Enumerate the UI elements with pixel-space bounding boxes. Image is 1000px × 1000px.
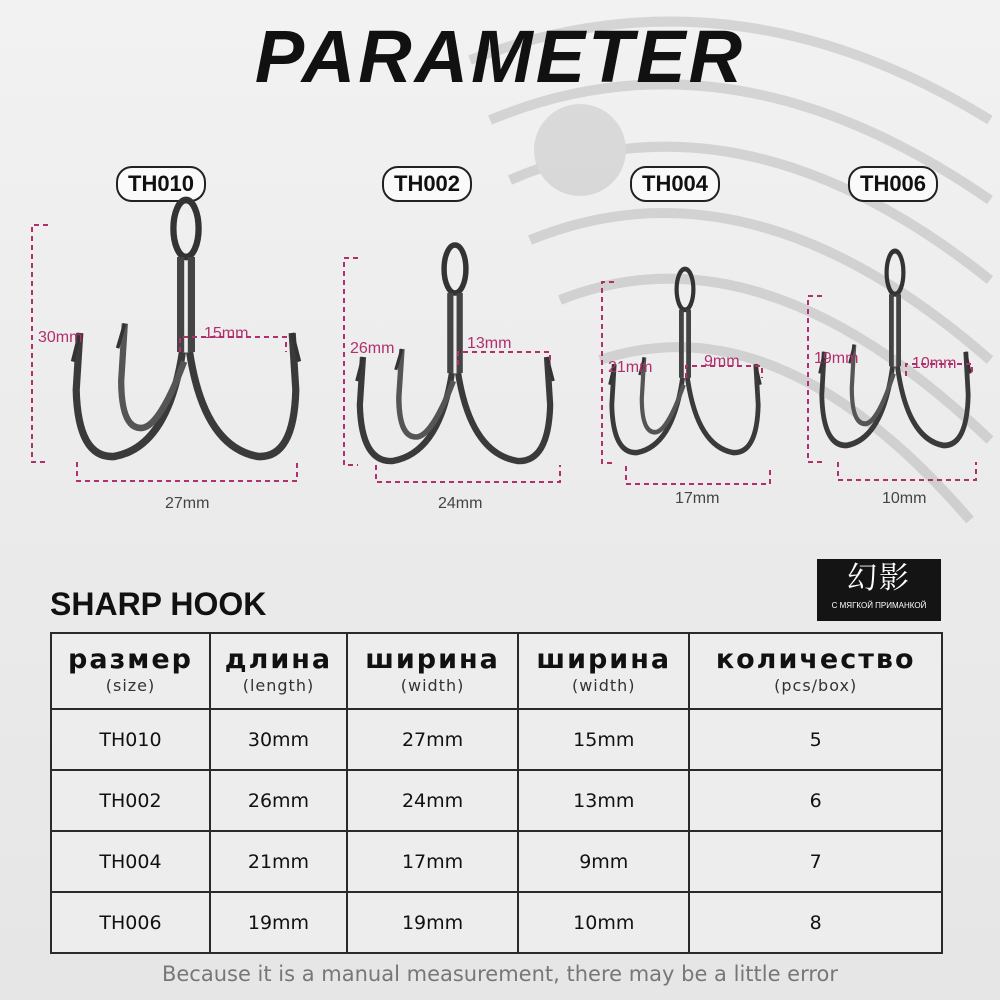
dim-width-th010: 27mm xyxy=(165,495,210,512)
dim-length-th004: 21mm xyxy=(608,359,653,376)
dim-width-th004: 17mm xyxy=(675,490,720,507)
table-cell: 21mm xyxy=(210,831,347,892)
hook-th006 xyxy=(808,251,976,507)
measurement-footnote: Because it is a manual measurement, there may be a little error xyxy=(161,962,839,986)
table-cell: 9mm xyxy=(518,831,689,892)
table-header-width-2 xyxy=(518,633,689,709)
dim-length-th006: 19mm xyxy=(814,350,859,367)
model-label-th004: TH004 xyxy=(630,166,720,202)
table-header-width xyxy=(347,633,518,709)
table-cell: 30mm xyxy=(210,709,347,770)
model-label-th006: TH006 xyxy=(848,166,938,202)
table-cell: 27mm xyxy=(347,709,518,770)
table-cell: TH010 xyxy=(51,709,210,770)
header-main: количество xyxy=(715,644,916,675)
table-row xyxy=(51,892,942,953)
header-sub: (length) xyxy=(242,676,315,695)
hook-th004 xyxy=(602,269,770,507)
spec-table xyxy=(50,632,943,954)
header-sub: (size) xyxy=(105,676,156,695)
table-header-row xyxy=(51,633,942,709)
dim-width-th006: 10mm xyxy=(882,490,927,507)
dim-width-th002: 24mm xyxy=(438,495,483,512)
table-cell: TH006 xyxy=(51,892,210,953)
table-header-length xyxy=(210,633,347,709)
table-cell: 6 xyxy=(689,770,942,831)
header-sub: (width) xyxy=(400,676,465,695)
dim-length-th002: 26mm xyxy=(350,340,395,357)
table-cell: TH002 xyxy=(51,770,210,831)
hook-th002 xyxy=(344,245,560,512)
table-cell: 19mm xyxy=(210,892,347,953)
table-header-quantity xyxy=(689,633,942,709)
header-sub: (pcs/box) xyxy=(774,676,858,695)
header-main: длина xyxy=(224,644,333,675)
brand-logo xyxy=(817,559,941,621)
table-cell: 24mm xyxy=(347,770,518,831)
dim-gap-th006: 10mm xyxy=(912,355,957,372)
table-cell: 19mm xyxy=(347,892,518,953)
table-row xyxy=(51,831,942,892)
table-row xyxy=(51,709,942,770)
table-cell: 8 xyxy=(689,892,942,953)
table-cell: 5 xyxy=(689,709,942,770)
header-main: ширина xyxy=(536,644,672,675)
table-cell: 7 xyxy=(689,831,942,892)
table-cell: 15mm xyxy=(518,709,689,770)
table-cell: 17mm xyxy=(347,831,518,892)
header-sub: (width) xyxy=(571,676,636,695)
hook-th010 xyxy=(32,200,299,512)
brand-tagline: С МЯГКОЙ ПРИМАНКОЙ xyxy=(831,601,927,610)
table-cell: TH004 xyxy=(51,831,210,892)
table-cell: 10mm xyxy=(518,892,689,953)
header-main: ширина xyxy=(365,644,500,675)
model-label-th010: TH010 xyxy=(116,166,206,202)
header-main: размер xyxy=(68,644,193,675)
page-title: PARAMETER xyxy=(254,15,746,98)
dim-gap-th002: 13mm xyxy=(467,335,512,352)
table-cell: 13mm xyxy=(518,770,689,831)
table-row xyxy=(51,770,942,831)
dim-gap-th010: 15mm xyxy=(204,325,249,342)
table-header-size xyxy=(51,633,210,709)
model-label-th002: TH002 xyxy=(382,166,472,202)
section-title: SHARP HOOK xyxy=(50,586,267,622)
dim-gap-th004: 9mm xyxy=(704,353,740,370)
dim-length-th010: 30mm xyxy=(38,329,83,346)
table-cell: 26mm xyxy=(210,770,347,831)
brand-name: 幻影 xyxy=(847,561,911,596)
